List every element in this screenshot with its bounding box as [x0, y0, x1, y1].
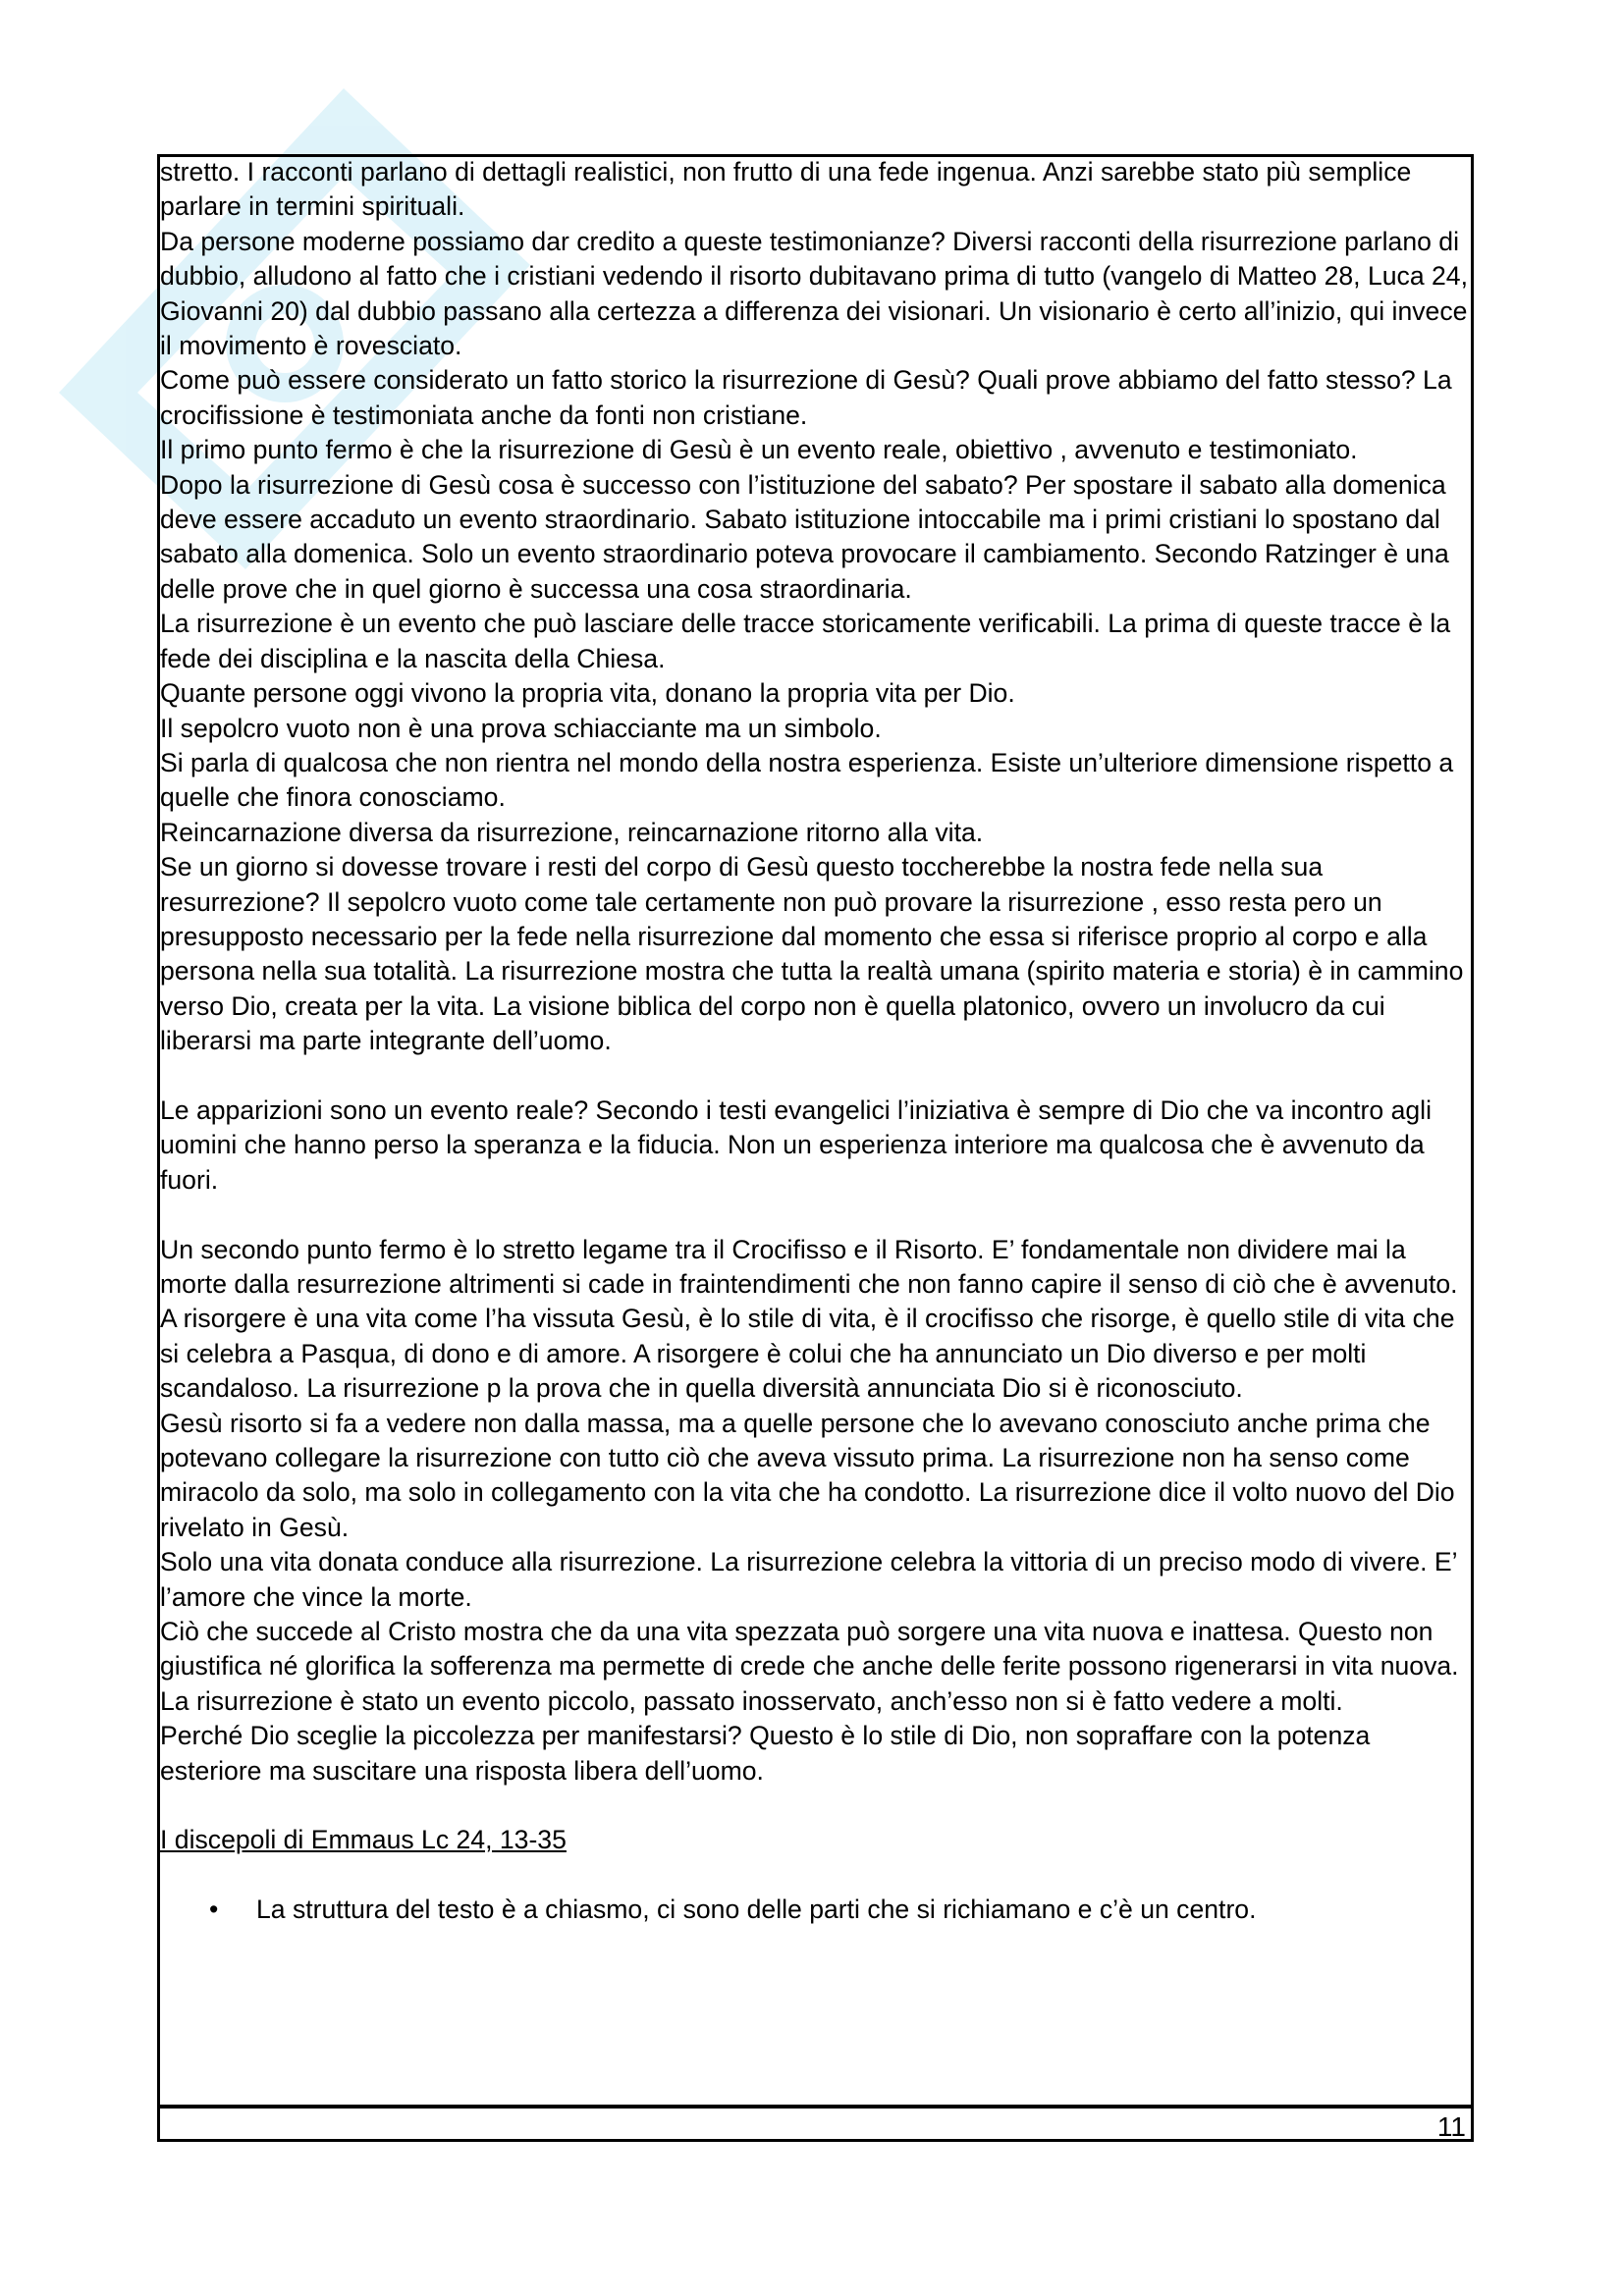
paragraph: Gesù risorto si fa a vedere non dalla massa, ma a quelle persone che lo avevano conosciuto anche prima che potevano collegare la risurrezione con tutto ciò che aveva vissuto prima. La risurrezione non ha senso come miracolo da solo, ma solo in collegamento con la vita che ha condotto. La risurrezione dice il volto nuovo del Dio rivelato in Gesù.	[160, 1408, 1455, 1542]
page-content	[157, 155, 1474, 1928]
page-number: 11	[1436, 2111, 1466, 2142]
paragraph: Si parla di qualcosa che non rientra nel mondo della nostra esperienza. Esiste un’ulteriore dimensione rispetto a quelle che finora conosciamo.	[160, 747, 1454, 813]
paragraph-gap	[160, 1059, 1474, 1094]
paragraph: Da persone moderne possiamo dar credito a queste testimonianze? Diversi racconti della risurrezione parlano di dubbio, alludono al fatto che i cristiani vedendo il risorto dubitavano prima di tutto (vangelo di Matteo 28, Luca 24, Giovanni 20) dal dubbio passano alla certezza a differenza dei visionari. Un visionario è certo all’inizio, qui invece il movimento è rovesciato.	[160, 226, 1468, 361]
paragraph: Un secondo punto fermo è lo stretto legame tra il Crocifisso e il Risorto. E’ fondamentale non dividere mai la morte dalla resurrezione altrimenti si cade in fraintendimenti che non fanno capire il senso di ciò che è avvenuto. A risorgere è una vita come l’ha vissuta Gesù, è lo stile di vita, è il crocifisso che risorge, è quello stile di vita che si celebra a Pasqua, di dono e di amore. A risorgere è colui che ha annunciato un Dio diverso e per molti scandaloso. La risurrezione p la prova che in quella diversità annunciata Dio si è riconosciuto.	[160, 1234, 1458, 1404]
paragraph: Se un giorno si dovesse trovare i resti del corpo di Gesù questo toccherebbe la nostra fede nella sua resurrezione? Il sepolcro vuoto come tale certamente non può provare la risurrezione , esso resta pero un presupposto necessario per la fede nella risurrezione dal momento che essa si riferisce proprio al corpo e alla persona nella sua totalità. La risurrezione mostra che tutta la realtà umana (spirito materia e storia) è in cammino verso Dio, creata per la vita. La visione biblica del corpo non è quella platonico, ovvero un involucro da cui liberarsi ma parte integrante dell’uomo.	[160, 852, 1464, 1056]
paragraph: Quante persone oggi vivono la propria vita, donano la propria vita per Dio.	[160, 678, 1015, 709]
paragraph: Il primo punto fermo è che la risurrezione di Gesù è un evento reale, obiettivo , avvenuto e testimoniato.	[160, 435, 1358, 465]
paragraph: Il sepolcro vuoto non è una prova schiacciante ma un simbolo.	[160, 713, 882, 743]
bullet-item: • La struttura del testo è a chiasmo, ci sono delle parti che si richiamano e c’è un centro.	[209, 1893, 1474, 1927]
footer-bar	[157, 2105, 1474, 2144]
paragraph-gap	[160, 1789, 1474, 1823]
paragraph-gap	[160, 1858, 1474, 1893]
paragraph: Ciò che succede al Cristo mostra che da una vita spezzata può sorgere una vita nuova e inattesa. Questo non giustifica né glorifica la sofferenza ma permette di crede che anche delle ferite possono rigenerarsi in vita nuova.	[160, 1617, 1459, 1682]
paragraph: Reincarnazione diversa da risurrezione, reincarnazione ritorno alla vita.	[160, 817, 984, 847]
paragraph: stretto. I racconti parlano di dettagli realistici, non frutto di una fede ingenua. Anzi sarebbe stato più semplice parlare in termini spirituali.	[160, 157, 1412, 222]
paragraph: Le apparizioni sono un evento reale? Secondo i testi evangelici l’iniziativa è sempre di Dio che va incontro agli uomini che hanno perso la speranza e la fiducia. Non un esperienza interiore ma qualcosa che è avvenuto da fuori.	[160, 1095, 1432, 1195]
paragraph: Perché Dio sceglie la piccolezza per manifestarsi? Questo è lo stile di Dio, non sopraffare con la potenza esteriore ma suscitare una risposta libera dell’uomo.	[160, 1721, 1371, 1786]
bullet-list	[160, 1893, 1474, 1927]
paragraph: Solo una vita donata conduce alla risurrezione. La risurrezione celebra la vittoria di un preciso modo di vivere. E’ l’amore che vince la morte.	[160, 1547, 1457, 1612]
paragraph: Dopo la risurrezione di Gesù cosa è successo con l’istituzione del sabato? Per spostare il sabato alla domenica deve essere accaduto un evento straordinario. Sabato istituzione intoccabile ma i primi cristiani lo spostano dal sabato alla domenica. Solo un evento straordinario poteva provocare il cambiamento. Secondo Ratzinger è una delle prove che in quel giorno è successa una cosa straordinaria.	[160, 469, 1449, 604]
paragraph: La risurrezione è stato un evento piccolo, passato inosservato, anch’esso non si è fatto vedere a molti.	[160, 1685, 1343, 1716]
paragraph-gap	[160, 1198, 1474, 1232]
section-heading: I discepoli di Emmaus Lc 24, 13-35	[160, 1825, 567, 1855]
paragraph: La risurrezione è un evento che può lasciare delle tracce storicamente verificabili. La prima di queste tracce è la fede dei disciplina e la nascita della Chiesa.	[160, 609, 1451, 673]
paragraph: Come può essere considerato un fatto storico la risurrezione di Gesù? Quali prove abbiamo del fatto stesso? La crocifissione è testimoniata anche da fonti non cristiane.	[160, 365, 1452, 430]
